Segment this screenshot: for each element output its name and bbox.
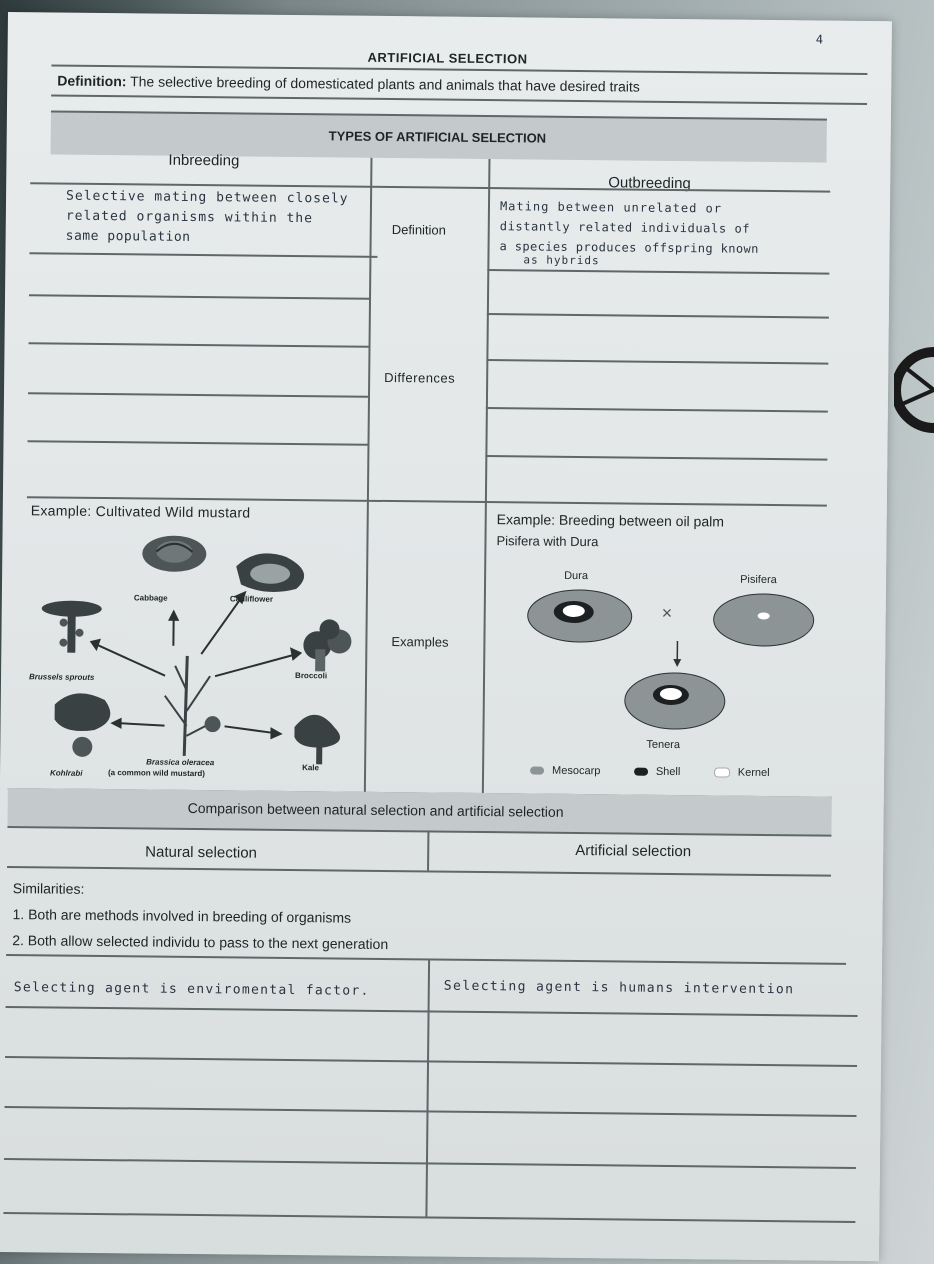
kohlrabi-plant-icon bbox=[54, 693, 110, 757]
diff-rule-left bbox=[28, 440, 368, 445]
label-cabbage: Cabbage bbox=[133, 593, 168, 603]
outbreeding-def-3: a species produces offspring known bbox=[499, 239, 759, 256]
label-brussels: Brussels sprouts bbox=[28, 672, 95, 682]
label-tenera: Tenera bbox=[646, 738, 681, 752]
cross-symbol: × bbox=[661, 602, 673, 623]
label-brassica: Brassica oleracea bbox=[146, 757, 215, 768]
row-label-examples: Examples bbox=[391, 634, 449, 650]
diff-rule-right bbox=[486, 407, 828, 412]
page-number: 4 bbox=[815, 32, 824, 47]
label-pisifera: Pisifera bbox=[740, 573, 777, 587]
legend-mesocarp: Mesocarp bbox=[552, 764, 601, 778]
row-label-definition: Definition bbox=[391, 222, 447, 238]
definition-text bbox=[57, 73, 640, 95]
inbreeding-def-2: related organisms within the bbox=[65, 208, 314, 227]
diff-rule-right bbox=[487, 313, 829, 318]
diff-rule-right bbox=[485, 455, 827, 460]
cabbage-plant-icon bbox=[142, 535, 206, 572]
rule bbox=[5, 1056, 857, 1066]
comparison-header: Comparison between natural selection and artificial selection bbox=[187, 799, 564, 820]
definition-body: The selective breeding of domesticated plants and animals that have desired traits bbox=[130, 73, 640, 95]
rule bbox=[29, 252, 377, 257]
label-cauliflower: Cauliflower bbox=[229, 594, 274, 604]
diff-rule-left bbox=[29, 342, 369, 347]
artificial-difference: Selecting agent is humans intervention bbox=[443, 978, 795, 998]
wheel-graphic bbox=[894, 335, 934, 445]
rule bbox=[5, 1106, 857, 1116]
rule bbox=[4, 1158, 856, 1168]
mesocarp-swatch-icon bbox=[530, 767, 544, 775]
legend bbox=[530, 764, 770, 780]
diff-rule-left bbox=[28, 392, 368, 397]
rule bbox=[6, 954, 846, 964]
rule bbox=[487, 269, 829, 274]
wild-mustard-plant-icon bbox=[164, 656, 221, 757]
rule bbox=[6, 1006, 858, 1016]
inbreeding-def-3: same population bbox=[65, 228, 191, 245]
natural-difference: Selecting agent is enviromental factor. bbox=[13, 980, 370, 999]
broccoli-plant-icon bbox=[303, 619, 352, 671]
rule bbox=[51, 94, 867, 104]
diff-rule-right bbox=[486, 359, 828, 364]
rule bbox=[7, 866, 831, 876]
col-divider bbox=[427, 830, 429, 870]
rule bbox=[3, 1212, 855, 1222]
col-divider bbox=[425, 958, 429, 1218]
arrows bbox=[90, 591, 301, 738]
similarities-label: Similarities: bbox=[12, 880, 85, 897]
similarity-2: 2. Both allow selected individu to pass to the next generation bbox=[12, 932, 389, 953]
label-broccoli: Broccoli bbox=[295, 671, 328, 681]
label-dura: Dura bbox=[564, 569, 589, 583]
col-outbreeding: Outbreeding bbox=[608, 174, 691, 193]
similarity-1: 1. Both are methods involved in breeding of organisms bbox=[12, 906, 352, 926]
col-divider-right bbox=[482, 159, 490, 799]
label-brassica-sub: (a common wild mustard) bbox=[107, 768, 205, 779]
chair-wheel bbox=[894, 335, 934, 445]
mustard-diagram bbox=[24, 524, 367, 778]
outbreeding-def-4: as hybrids bbox=[523, 253, 600, 268]
label-kale: Kale bbox=[302, 763, 320, 773]
diff-rule-left bbox=[29, 294, 369, 299]
cauliflower-plant-icon bbox=[236, 553, 304, 592]
legend-shell: Shell bbox=[655, 765, 681, 779]
example-right-title-2: Pisifera with Dura bbox=[496, 533, 599, 550]
types-header: TYPES OF ARTIFICIAL SELECTION bbox=[328, 128, 547, 146]
down-arrow-icon bbox=[673, 641, 681, 667]
outbreeding-def-1: Mating between unrelated or bbox=[499, 199, 723, 216]
outbreeding-def-2: distantly related individuals of bbox=[499, 219, 751, 236]
definition-label: Definition: bbox=[57, 72, 127, 90]
example-left-title: Example: Cultivated Wild mustard bbox=[30, 502, 251, 521]
kale-plant-icon bbox=[294, 715, 340, 765]
shell-swatch-icon bbox=[634, 768, 648, 776]
pisifera-fruit-icon bbox=[713, 593, 814, 646]
tenera-fruit-icon bbox=[625, 672, 726, 729]
example-right-title: Example: Breeding between oil palm bbox=[496, 511, 725, 530]
legend-kernel: Kernel bbox=[737, 766, 770, 780]
kernel-swatch-icon bbox=[714, 767, 730, 777]
artificial-selection-heading: Artificial selection bbox=[575, 841, 692, 861]
label-kohlrabi: Kohlrabi bbox=[49, 768, 83, 778]
dura-fruit-icon bbox=[527, 589, 632, 642]
natural-selection-heading: Natural selection bbox=[145, 843, 258, 862]
inbreeding-def-1: Selective mating between closely bbox=[65, 188, 349, 207]
col-inbreeding: Inbreeding bbox=[168, 151, 240, 170]
page-title: ARTIFICIAL SELECTION bbox=[367, 49, 528, 67]
row-label-differences: Differences bbox=[384, 369, 456, 386]
col-divider-left bbox=[364, 158, 372, 798]
worksheet bbox=[0, 12, 892, 1261]
oil-palm-diagram bbox=[500, 581, 832, 754]
